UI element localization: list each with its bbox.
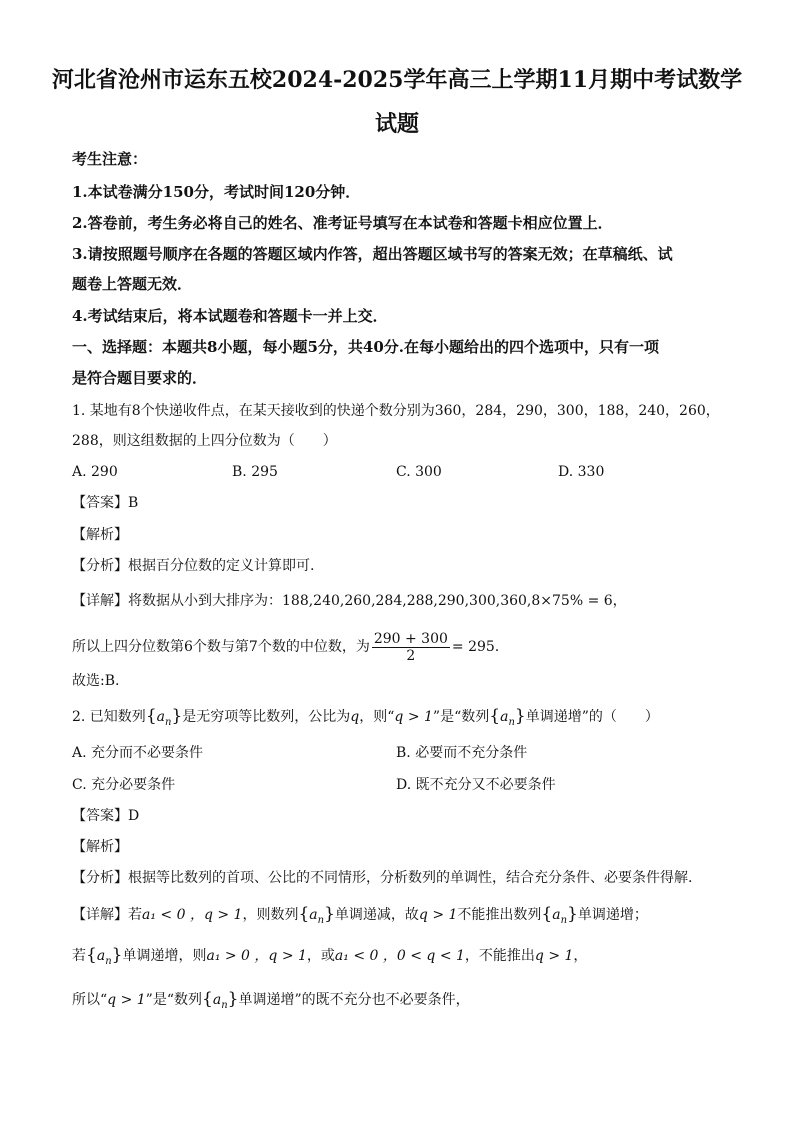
- page-title-continued: 试题: [374, 111, 419, 137]
- question-2-option-b: B. 必要而不充分条件: [396, 745, 528, 761]
- question-1-option-a: A. 290: [72, 464, 118, 480]
- page-title: 河北省沧州市运东五校2024-2025学年高三上学期11月期中考试数学: [51, 67, 743, 93]
- section-heading-continued: 是符合题目要求的．: [72, 369, 208, 387]
- notice-item: 1.本试卷满分150分，考试时间120分钟．: [72, 183, 361, 201]
- question-2-detail-line-1: 【详解】若a₁ < 0 ，q > 1，则数列$\{a_n\}$单调递减，故q > 1不能推出数列$\{a_n\}$单调递增；: [72, 904, 648, 926]
- notice-item: 4.考试结束后，将本试题卷和答题卡一并上交．: [72, 307, 388, 325]
- question-1-answer: 【答案】B: [72, 495, 139, 511]
- question-2-detail-line-3: 所以“q > 1”是“数列$\{a_n\}$单调递增”的既不充分也不必要条件，: [72, 989, 470, 1011]
- section-heading: 一、选择题：本题共8小题，每小题5分，共40分.在每小题给出的四个选项中，只有一项: [72, 338, 659, 356]
- question-1-analysis: 【分析】根据百分位数的定义计算即可.: [72, 558, 315, 574]
- question-2-answer: 【答案】D: [72, 808, 140, 824]
- question-1-choice: 故选:B.: [72, 673, 120, 689]
- question-1-analysis-label: 【解析】: [72, 527, 128, 543]
- question-2-detail-line-2: 若$\{a_n\}$单调递增，则a₁ > 0 ，q > 1，或a₁ < 0 ，0 < q < 1，不能推出q > 1，: [72, 945, 588, 967]
- question-1-option-b: B. 295: [232, 464, 278, 480]
- question-2-option-a: A. 充分而不必要条件: [72, 745, 204, 761]
- fraction: $\frac{290 + 300}{2}$: [373, 630, 448, 664]
- question-1-detail: 【详解】将数据从小到大排序为：188,240,260,284,288,290,300,360,8×75% = 6，: [72, 593, 627, 609]
- notice-item: 2.答卷前，考生务必将自己的姓名、准考证号填写在本试卷和答题卡相应位置上．: [72, 214, 613, 232]
- question-1-stem: 1. 某地有8个快递收件点，在某天接收到的快递个数分别为360，284，290，300，188，240，260，: [72, 403, 720, 419]
- notice-item: 题卷上答题无效．: [72, 275, 193, 293]
- question-2-analysis: 【分析】根据等比数列的首项、公比的不同情形，分析数列的单调性，结合充分条件、必要条件得解.: [72, 870, 693, 886]
- question-1-option-d: D. 330: [558, 464, 605, 480]
- question-2-option-c: C. 充分必要条件: [72, 777, 176, 793]
- question-2-stem: 2. 已知数列$\{a_n\}$是无穷项等比数列，公比为q，则“q > 1”是“数列$\{a_n\}$单调递增”的（ ）: [72, 706, 659, 728]
- notice-heading: 考生注意：: [72, 150, 148, 168]
- question-1-stem-continued: 288，则这组数据的上四分位数为（ ）: [72, 433, 337, 449]
- question-1-conclusion: 所以上四分位数第6个数与第7个数的中位数，为 $\frac{290 + 300}{2}$ = 295.: [72, 630, 500, 664]
- notice-item: 3.请按照题号顺序在各题的答题区域内作答，超出答题区域书写的答案无效；在草稿纸、试: [72, 245, 673, 263]
- question-2-analysis-label: 【解析】: [72, 839, 128, 855]
- question-1-option-c: C. 300: [396, 464, 442, 480]
- question-2-option-d: D. 既不充分又不必要条件: [396, 777, 556, 793]
